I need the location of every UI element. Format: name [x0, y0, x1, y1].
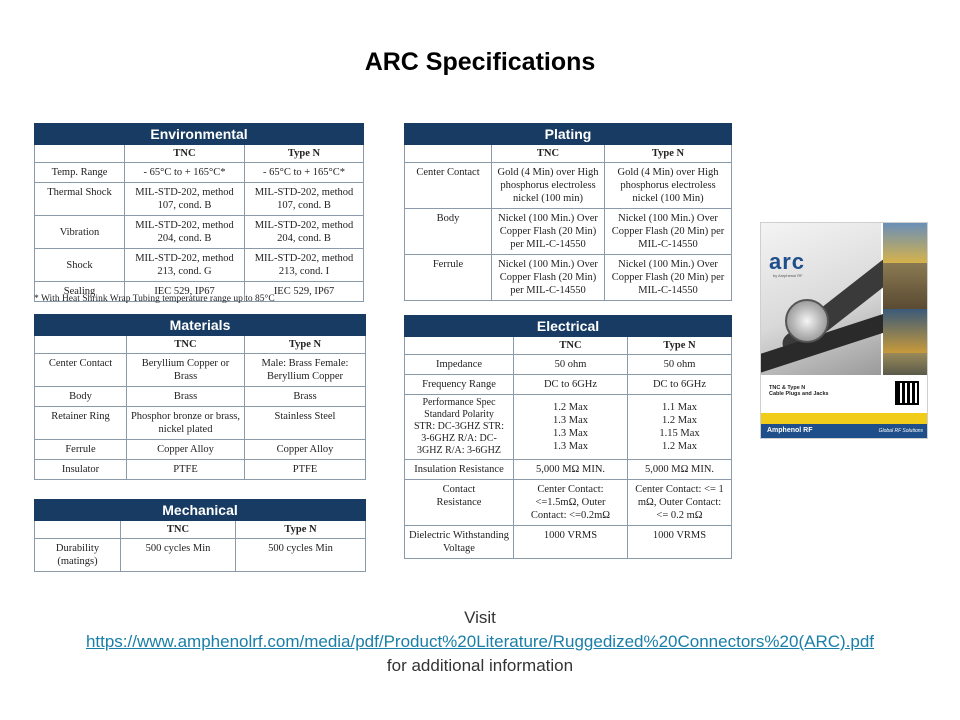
table-row: [405, 460, 732, 480]
empty-cell: [405, 145, 492, 163]
tnc-value: IEC 529, IP67: [125, 282, 245, 302]
tnc-value: 1000 VRMS: [514, 526, 628, 559]
typen-value: 5,000 MΩ MIN.: [628, 460, 732, 480]
amphenol-rf-logo: Amphenol RF: [767, 427, 813, 434]
visit-text: Visit: [464, 608, 496, 627]
typen-value: 500 cycles Min: [236, 539, 366, 572]
tnc-value: 500 cycles Min: [121, 539, 236, 572]
col-tnc: TNC: [125, 145, 245, 163]
row-label: Sealing: [35, 282, 125, 302]
tnc-value: DC to 6GHz: [514, 375, 628, 395]
tnc-value: Copper Alloy: [127, 440, 245, 460]
tnc-value: MIL-STD-202, method 107, cond. B: [125, 183, 245, 216]
truck-photo: [883, 223, 928, 263]
table-row: [405, 375, 732, 395]
tnc-value: MIL-STD-202, method 204, cond. B: [125, 216, 245, 249]
typen-value: IEC 529, IP67: [245, 282, 364, 302]
row-label: Body: [405, 209, 492, 255]
tnc-value: Nickel (100 Min.) Over Copper Flash (20 Min) per MIL-C-14550: [492, 255, 605, 301]
table-row: [405, 209, 732, 255]
qr-code-icon: [895, 381, 919, 405]
plating-table: [404, 123, 731, 301]
row-label: Vibration: [35, 216, 125, 249]
typen-value: DC to 6GHz: [628, 375, 732, 395]
table-row: [35, 249, 364, 282]
tnc-value: 50 ohm: [514, 355, 628, 375]
col-typen: Type N: [245, 145, 364, 163]
brochure-pdf-link[interactable]: https://www.amphenolrf.com/media/pdf/Product%20Literature/Ruggedized%20Connectors%20(ARC).pdf: [85, 632, 875, 651]
arc-logo-subtitle: by Amphenol RF: [773, 273, 803, 278]
row-label: Performance Spec Standard Polarity STR: DC-3GHZ STR: 3-6GHZ R/A: DC-3GHZ R/A: 3-6GHZ: [405, 395, 514, 460]
machinery-photo: [883, 353, 928, 375]
typen-value: MIL-STD-202, method 107, cond. B: [245, 183, 364, 216]
materials-header: Materials: [35, 315, 366, 336]
row-label: Ferrule: [35, 440, 127, 460]
mechanical-header: Mechanical: [35, 500, 366, 521]
environmental-footnote: * With Heat Shrink Wrap Tubing temperature range up to 85°C: [34, 294, 275, 304]
typen-value: Gold (4 Min) over High phosphorus electroless nickel (100 Min): [605, 163, 732, 209]
row-label: Durability (matings): [35, 539, 121, 572]
brochure-footer-band: [761, 424, 928, 439]
brochure-caption: [769, 385, 829, 397]
table-row: [35, 183, 364, 216]
brochure-tagline: Global RF Solutions: [878, 428, 923, 434]
table-row: [35, 163, 364, 183]
additional-info-text: for additional information: [386, 656, 574, 675]
brochure-photo-area: [761, 223, 881, 375]
environmental-header: Environmental: [35, 124, 364, 145]
tnc-value: Nickel (100 Min.) Over Copper Flash (20 Min) per MIL-C-14550: [492, 209, 605, 255]
table-row: [35, 460, 366, 480]
row-label: Frequency Range: [405, 375, 514, 395]
typen-value: Stainless Steel: [245, 407, 366, 440]
table-row: [35, 216, 364, 249]
tnc-value: Beryllium Copper or Brass: [127, 354, 245, 387]
tnc-value: Brass: [127, 387, 245, 407]
mechanical-table: [34, 499, 365, 572]
typen-value: - 65°C to + 165°C*: [245, 163, 364, 183]
row-label: Center Contact: [35, 354, 127, 387]
table-row: [35, 539, 366, 572]
typen-value: Nickel (100 Min.) Over Copper Flash (20 Min) per MIL-C-14550: [605, 209, 732, 255]
plating-header: Plating: [405, 124, 732, 145]
row-label: Contact Resistance: [405, 480, 514, 526]
table-row: [405, 480, 732, 526]
typen-value: Nickel (100 Min.) Over Copper Flash (20 Min) per MIL-C-14550: [605, 255, 732, 301]
tnc-value: - 65°C to + 165°C*: [125, 163, 245, 183]
tnc-value: Gold (4 Min) over High phosphorus electroless nickel (100 min): [492, 163, 605, 209]
typen-value: 1000 VRMS: [628, 526, 732, 559]
row-label: Insulator: [35, 460, 127, 480]
row-label: Impedance: [405, 355, 514, 375]
table-row: [405, 255, 732, 301]
empty-cell: [35, 336, 127, 354]
col-typen: Type N: [628, 337, 732, 355]
row-label: Thermal Shock: [35, 183, 125, 216]
col-typen: Type N: [245, 336, 366, 354]
electrical-header: Electrical: [405, 316, 732, 337]
electrical-table: [404, 315, 731, 559]
brochure-cover-image: [760, 222, 928, 439]
typen-value: PTFE: [245, 460, 366, 480]
typen-value: Brass: [245, 387, 366, 407]
row-label: Shock: [35, 249, 125, 282]
row-label: Retainer Ring: [35, 407, 127, 440]
arc-logo: arc: [769, 249, 806, 274]
soldier-photo: [883, 263, 928, 309]
row-label: Ferrule: [405, 255, 492, 301]
typen-value: 50 ohm: [628, 355, 732, 375]
environmental-table: [34, 123, 363, 302]
row-label: Dielectric Withstanding Voltage: [405, 526, 514, 559]
typen-value: Copper Alloy: [245, 440, 366, 460]
col-tnc: TNC: [121, 521, 236, 539]
row-label: Body: [35, 387, 127, 407]
typen-value: MIL-STD-202, method 204, cond. B: [245, 216, 364, 249]
brochure-yellow-band: [761, 413, 928, 424]
tnc-value: Center Contact: <=1.5mΩ, Outer Contact: <=0.2mΩ: [514, 480, 628, 526]
typen-value: 1.1 Max 1.2 Max 1.15 Max 1.2 Max: [628, 395, 732, 460]
col-typen: Type N: [605, 145, 732, 163]
row-label: Temp. Range: [35, 163, 125, 183]
empty-cell: [35, 145, 125, 163]
locomotive-photo: [883, 309, 928, 353]
materials-table: [34, 314, 365, 480]
empty-cell: [405, 337, 514, 355]
col-typen: Type N: [236, 521, 366, 539]
typen-value: MIL-STD-202, method 213, cond. I: [245, 249, 364, 282]
table-row: [35, 387, 366, 407]
col-tnc: TNC: [127, 336, 245, 354]
tnc-value: PTFE: [127, 460, 245, 480]
typen-value: Center Contact: <= 1 mΩ, Outer Contact: <= 0.2 mΩ: [628, 480, 732, 526]
table-row: [405, 395, 732, 460]
tnc-value: 5,000 MΩ MIN.: [514, 460, 628, 480]
table-row: [35, 440, 366, 460]
connector-graphic: [785, 299, 829, 343]
col-tnc: TNC: [514, 337, 628, 355]
table-row: [405, 355, 732, 375]
table-row: [405, 526, 732, 559]
table-row: [405, 163, 732, 209]
table-row: [35, 407, 366, 440]
page-title: ARC Specifications: [364, 48, 596, 76]
table-row: [35, 354, 366, 387]
tnc-value: MIL-STD-202, method 213, cond. G: [125, 249, 245, 282]
row-label: Center Contact: [405, 163, 492, 209]
brochure-caption-line1: TNC & Type N: [769, 385, 806, 391]
tnc-value: Phosphor bronze or brass, nickel plated: [127, 407, 245, 440]
brochure-caption-line2: Cable Plugs and Jacks: [769, 391, 829, 397]
empty-cell: [35, 521, 121, 539]
col-tnc: TNC: [492, 145, 605, 163]
typen-value: Male: Brass Female: Beryllium Copper: [245, 354, 366, 387]
row-label: Insulation Resistance: [405, 460, 514, 480]
tnc-value: 1.2 Max 1.3 Max 1.3 Max 1.3 Max: [514, 395, 628, 460]
